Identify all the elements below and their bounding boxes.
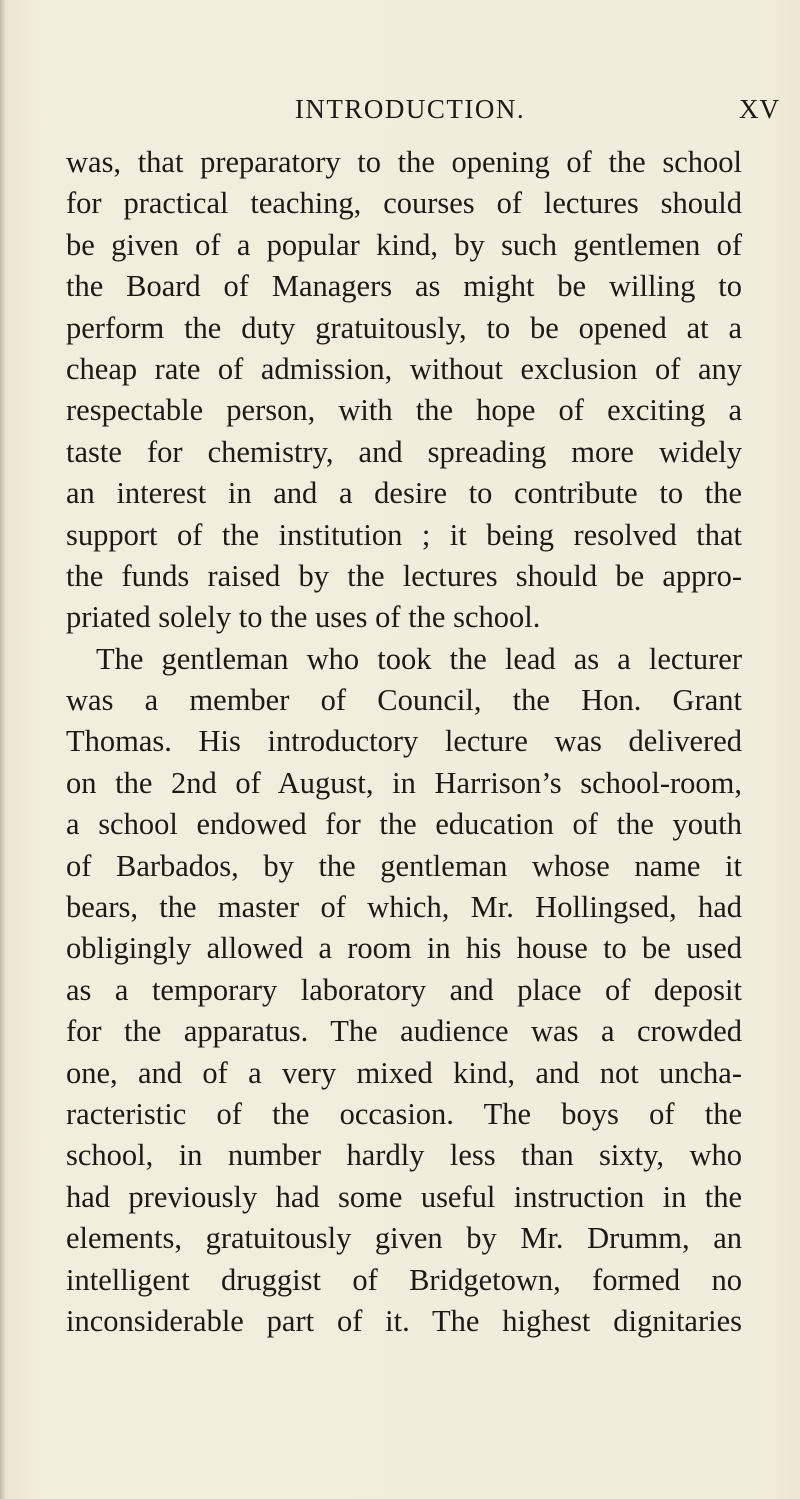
paragraph-start-line: The gentleman who took the lead as a lecturer — [96, 641, 742, 676]
page-number: XV — [739, 94, 780, 124]
text-line: an interest in and a desire to contribute to the — [66, 476, 742, 511]
text-line: elements, gratuitously given by Mr. Drumm, an — [66, 1221, 742, 1256]
running-title: INTRODUCTION. — [294, 94, 526, 124]
text-line: was a member of Council, the Hon. Grant — [66, 683, 742, 718]
running-header — [40, 94, 780, 128]
text-line: perform the duty gratuitously, to be opened at a — [66, 310, 742, 345]
gutter-shadow — [0, 0, 6, 1499]
text-line: respectable person, with the hope of exciting a — [66, 393, 742, 428]
text-line: school, in number hardly less than sixty, who — [66, 1138, 742, 1173]
text-line: inconsiderable part of it. The highest dignitaries — [66, 1303, 742, 1338]
text-line: support of the institution ; it being resolved that — [66, 517, 742, 552]
text-line: Thomas. His introductory lecture was delivered — [66, 724, 742, 759]
text-line: for the apparatus. The audience was a crowded — [66, 1014, 742, 1049]
text-line: had previously had some useful instruction in the — [66, 1179, 742, 1214]
text-line: taste for chemistry, and spreading more widely — [66, 434, 742, 469]
text-line: be given of a popular kind, by such gentlemen of — [66, 227, 742, 262]
text-line: was, that preparatory to the opening of the school — [66, 145, 742, 179]
text-line: racteristic of the occasion. The boys of the — [66, 1096, 742, 1131]
text-line: on the 2nd of August, in Harrison’s school-room, — [66, 765, 742, 800]
text-line: obligingly allowed a room in his house to be used — [66, 931, 742, 966]
text-line: intelligent druggist of Bridgetown, formed no — [66, 1262, 742, 1297]
text-line: the Board of Managers as might be willing to — [66, 269, 742, 304]
text-line: as a temporary laboratory and place of deposit — [66, 972, 742, 1007]
text-line: one, and of a very mixed kind, and not uncha- — [66, 1055, 742, 1090]
text-line: the funds raised by the lectures should be appro- — [66, 558, 742, 593]
paragraph-end-line: priated solely to the uses of the school. — [66, 600, 541, 635]
text-line: for practical teaching, courses of lectures should — [66, 186, 742, 221]
text-line: bears, the master of which, Mr. Hollingsed, had — [66, 890, 742, 925]
text-line: a school endowed for the education of the youth — [66, 807, 742, 842]
text-line: of Barbados, by the gentleman whose name it — [66, 848, 742, 883]
body-text — [66, 142, 742, 1342]
text-line: cheap rate of admission, without exclusion of any — [66, 351, 742, 386]
